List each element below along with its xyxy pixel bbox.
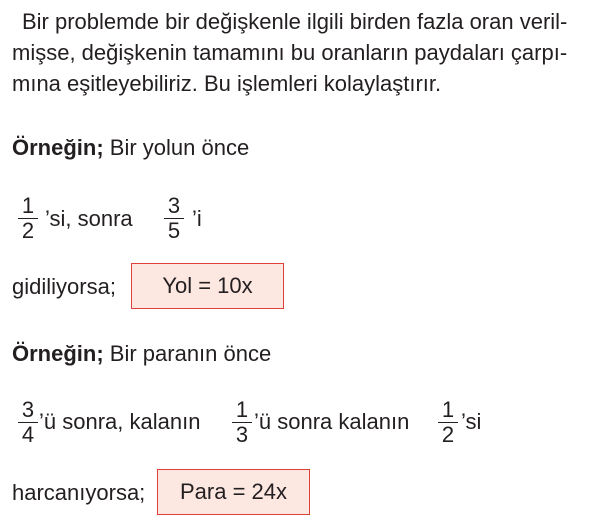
fraction-denominator: 5 — [167, 218, 181, 243]
fraction-numerator: 1 — [235, 397, 249, 422]
example1-result-label: gidiliyorsa; — [12, 274, 116, 299]
example2-result-label: harcanıyorsa; — [12, 480, 146, 505]
example1-heading — [12, 135, 249, 161]
example2-result-box: Para = 24x — [157, 469, 310, 515]
intro-line-3: mına eşitleyebiliriz. Bu işlemleri kolaylaştırır. — [12, 71, 442, 96]
example2-text-2: ’ü sonra kalanın — [254, 409, 410, 434]
example1-result-box: Yol = 10x — [131, 263, 284, 309]
example1-fraction-1 — [17, 194, 39, 243]
fraction-denominator: 2 — [441, 422, 455, 447]
example1-text-2: ’i — [192, 206, 202, 231]
example2-heading — [12, 341, 271, 367]
fraction-denominator: 4 — [21, 422, 35, 447]
example2-text-3: ’si — [461, 409, 482, 434]
example1-heading-text: Bir yolun önce — [103, 135, 250, 160]
example2-heading-bold: Örneğin; — [12, 341, 104, 366]
fraction-numerator: 3 — [167, 193, 181, 218]
fraction-denominator: 2 — [21, 218, 35, 243]
example2-text-1: ’ü sonra, kalanın — [39, 409, 201, 434]
fraction-numerator: 1 — [21, 193, 35, 218]
intro-line-1: Bir problemde bir değişkenle ilgili birden fazla oran veril- — [22, 9, 568, 34]
fraction-denominator: 3 — [235, 422, 249, 447]
example2-fraction-3 — [437, 398, 459, 447]
fraction-numerator: 3 — [21, 397, 35, 422]
example1-fraction-2 — [163, 194, 185, 243]
intro-paragraph — [12, 6, 602, 99]
intro-line-2: mişse, değişkenin tamamını bu oranların paydaları çarpı- — [12, 40, 568, 65]
example2-fraction-1 — [17, 398, 39, 447]
example2-fraction-2 — [231, 398, 253, 447]
example2-heading-text: Bir paranın önce — [103, 341, 272, 366]
fraction-numerator: 1 — [441, 397, 455, 422]
example1-text-1: ’si, sonra — [45, 206, 133, 231]
example1-heading-bold: Örneğin; — [12, 135, 104, 160]
